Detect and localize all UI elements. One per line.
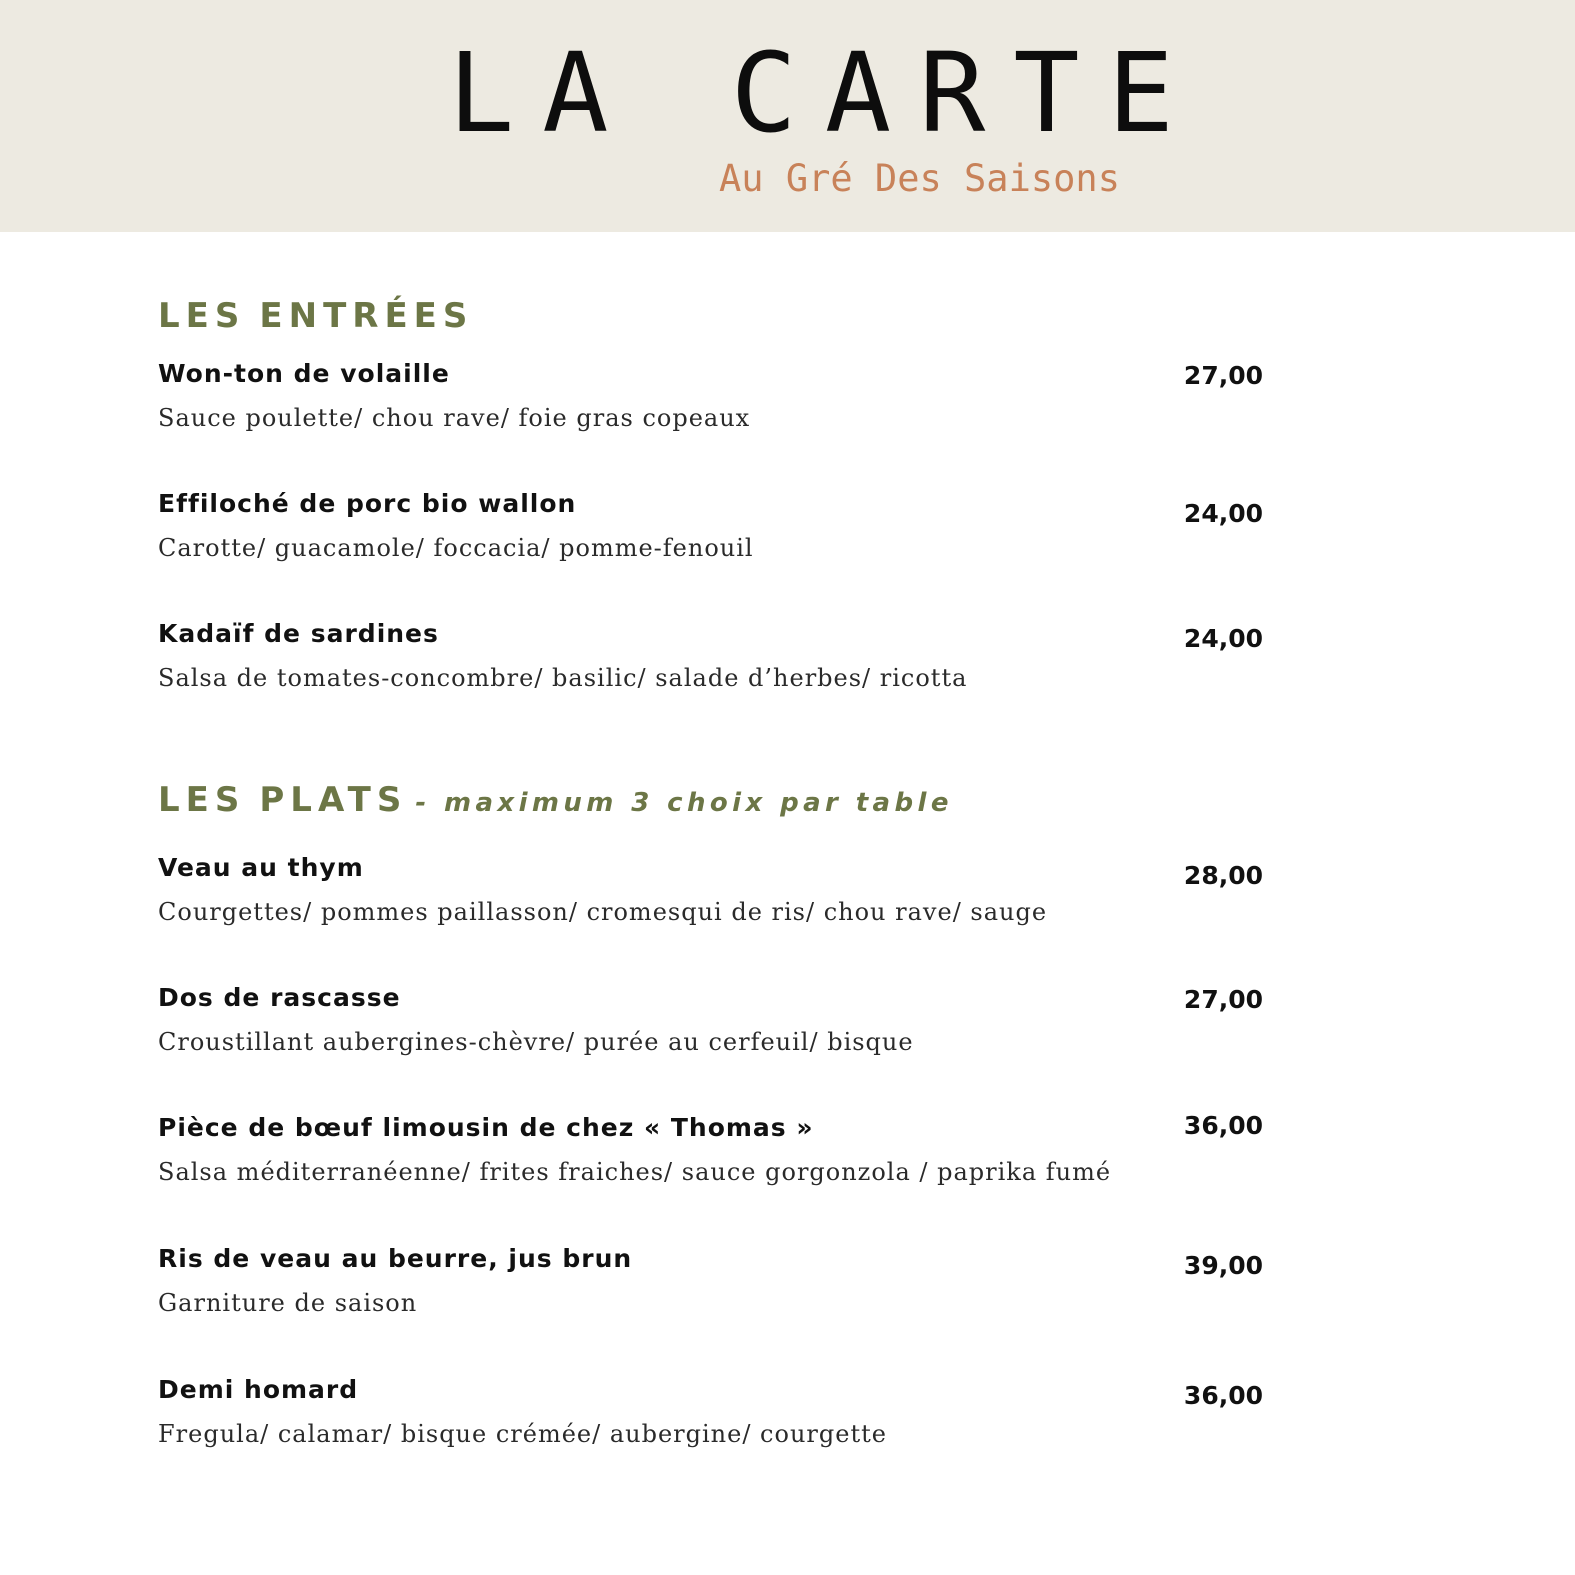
section-title-entrees xyxy=(158,296,473,336)
item-description: Fregula/ calamar/ bisque crémée/ aubergine/ courgette xyxy=(158,1420,887,1448)
item-name: Demi homard xyxy=(158,1375,359,1404)
menu-item xyxy=(158,358,1268,458)
item-price: 39,00 xyxy=(1183,1251,1263,1280)
section-title-word: ENTRÉES xyxy=(259,296,474,336)
menu-subtitle: Au Gré Des Saisons xyxy=(719,157,1120,200)
item-description: Garniture de saison xyxy=(158,1289,418,1317)
section-title-word: LES xyxy=(158,296,246,336)
item-description: Sauce poulette/ chou rave/ foie gras copeaux xyxy=(158,404,751,432)
menu-item xyxy=(158,618,1268,718)
item-price: 36,00 xyxy=(1183,1381,1263,1410)
menu-item xyxy=(158,488,1268,588)
section-note: - maximum 3 choix par table xyxy=(415,788,953,818)
item-price: 27,00 xyxy=(1183,361,1263,390)
menu-item xyxy=(158,1243,1268,1343)
menu-title: LA CARTE xyxy=(448,29,1202,157)
item-price: 24,00 xyxy=(1183,499,1263,528)
item-price: 27,00 xyxy=(1183,985,1263,1014)
item-description: Salsa méditerranéenne/ frites fraiches/ sauce gorgonzola / paprika fumé xyxy=(158,1158,1112,1186)
menu-item xyxy=(158,852,1268,952)
item-name: Won-ton de volaille xyxy=(158,359,450,388)
menu-item xyxy=(158,1374,1268,1474)
menu-item xyxy=(158,982,1268,1082)
item-price: 36,00 xyxy=(1183,1111,1263,1140)
item-description: Salsa de tomates-concombre/ basilic/ salade d’herbes/ ricotta xyxy=(158,664,968,692)
item-name: Pièce de bœuf limousin de chez « Thomas » xyxy=(158,1113,814,1142)
item-description: Courgettes/ pommes paillasson/ cromesqui de ris/ chou rave/ sauge xyxy=(158,898,1048,926)
item-description: Croustillant aubergines-chèvre/ purée au cerfeuil/ bisque xyxy=(158,1028,914,1056)
section-title-word: PLATS xyxy=(259,780,408,820)
item-price: 28,00 xyxy=(1183,861,1263,890)
item-name: Kadaïf de sardines xyxy=(158,619,439,648)
section-title-plats xyxy=(158,780,953,823)
item-name: Veau au thym xyxy=(158,853,364,882)
section-title-word: LES xyxy=(158,780,246,820)
item-price: 24,00 xyxy=(1183,624,1263,653)
item-name: Dos de rascasse xyxy=(158,983,401,1012)
item-name: Effiloché de porc bio wallon xyxy=(158,489,577,518)
item-description: Carotte/ guacamole/ foccacia/ pomme-fenouil xyxy=(158,534,754,562)
menu-item xyxy=(158,1112,1268,1212)
item-name: Ris de veau au beurre, jus brun xyxy=(158,1244,633,1273)
menu-header xyxy=(0,0,1575,232)
